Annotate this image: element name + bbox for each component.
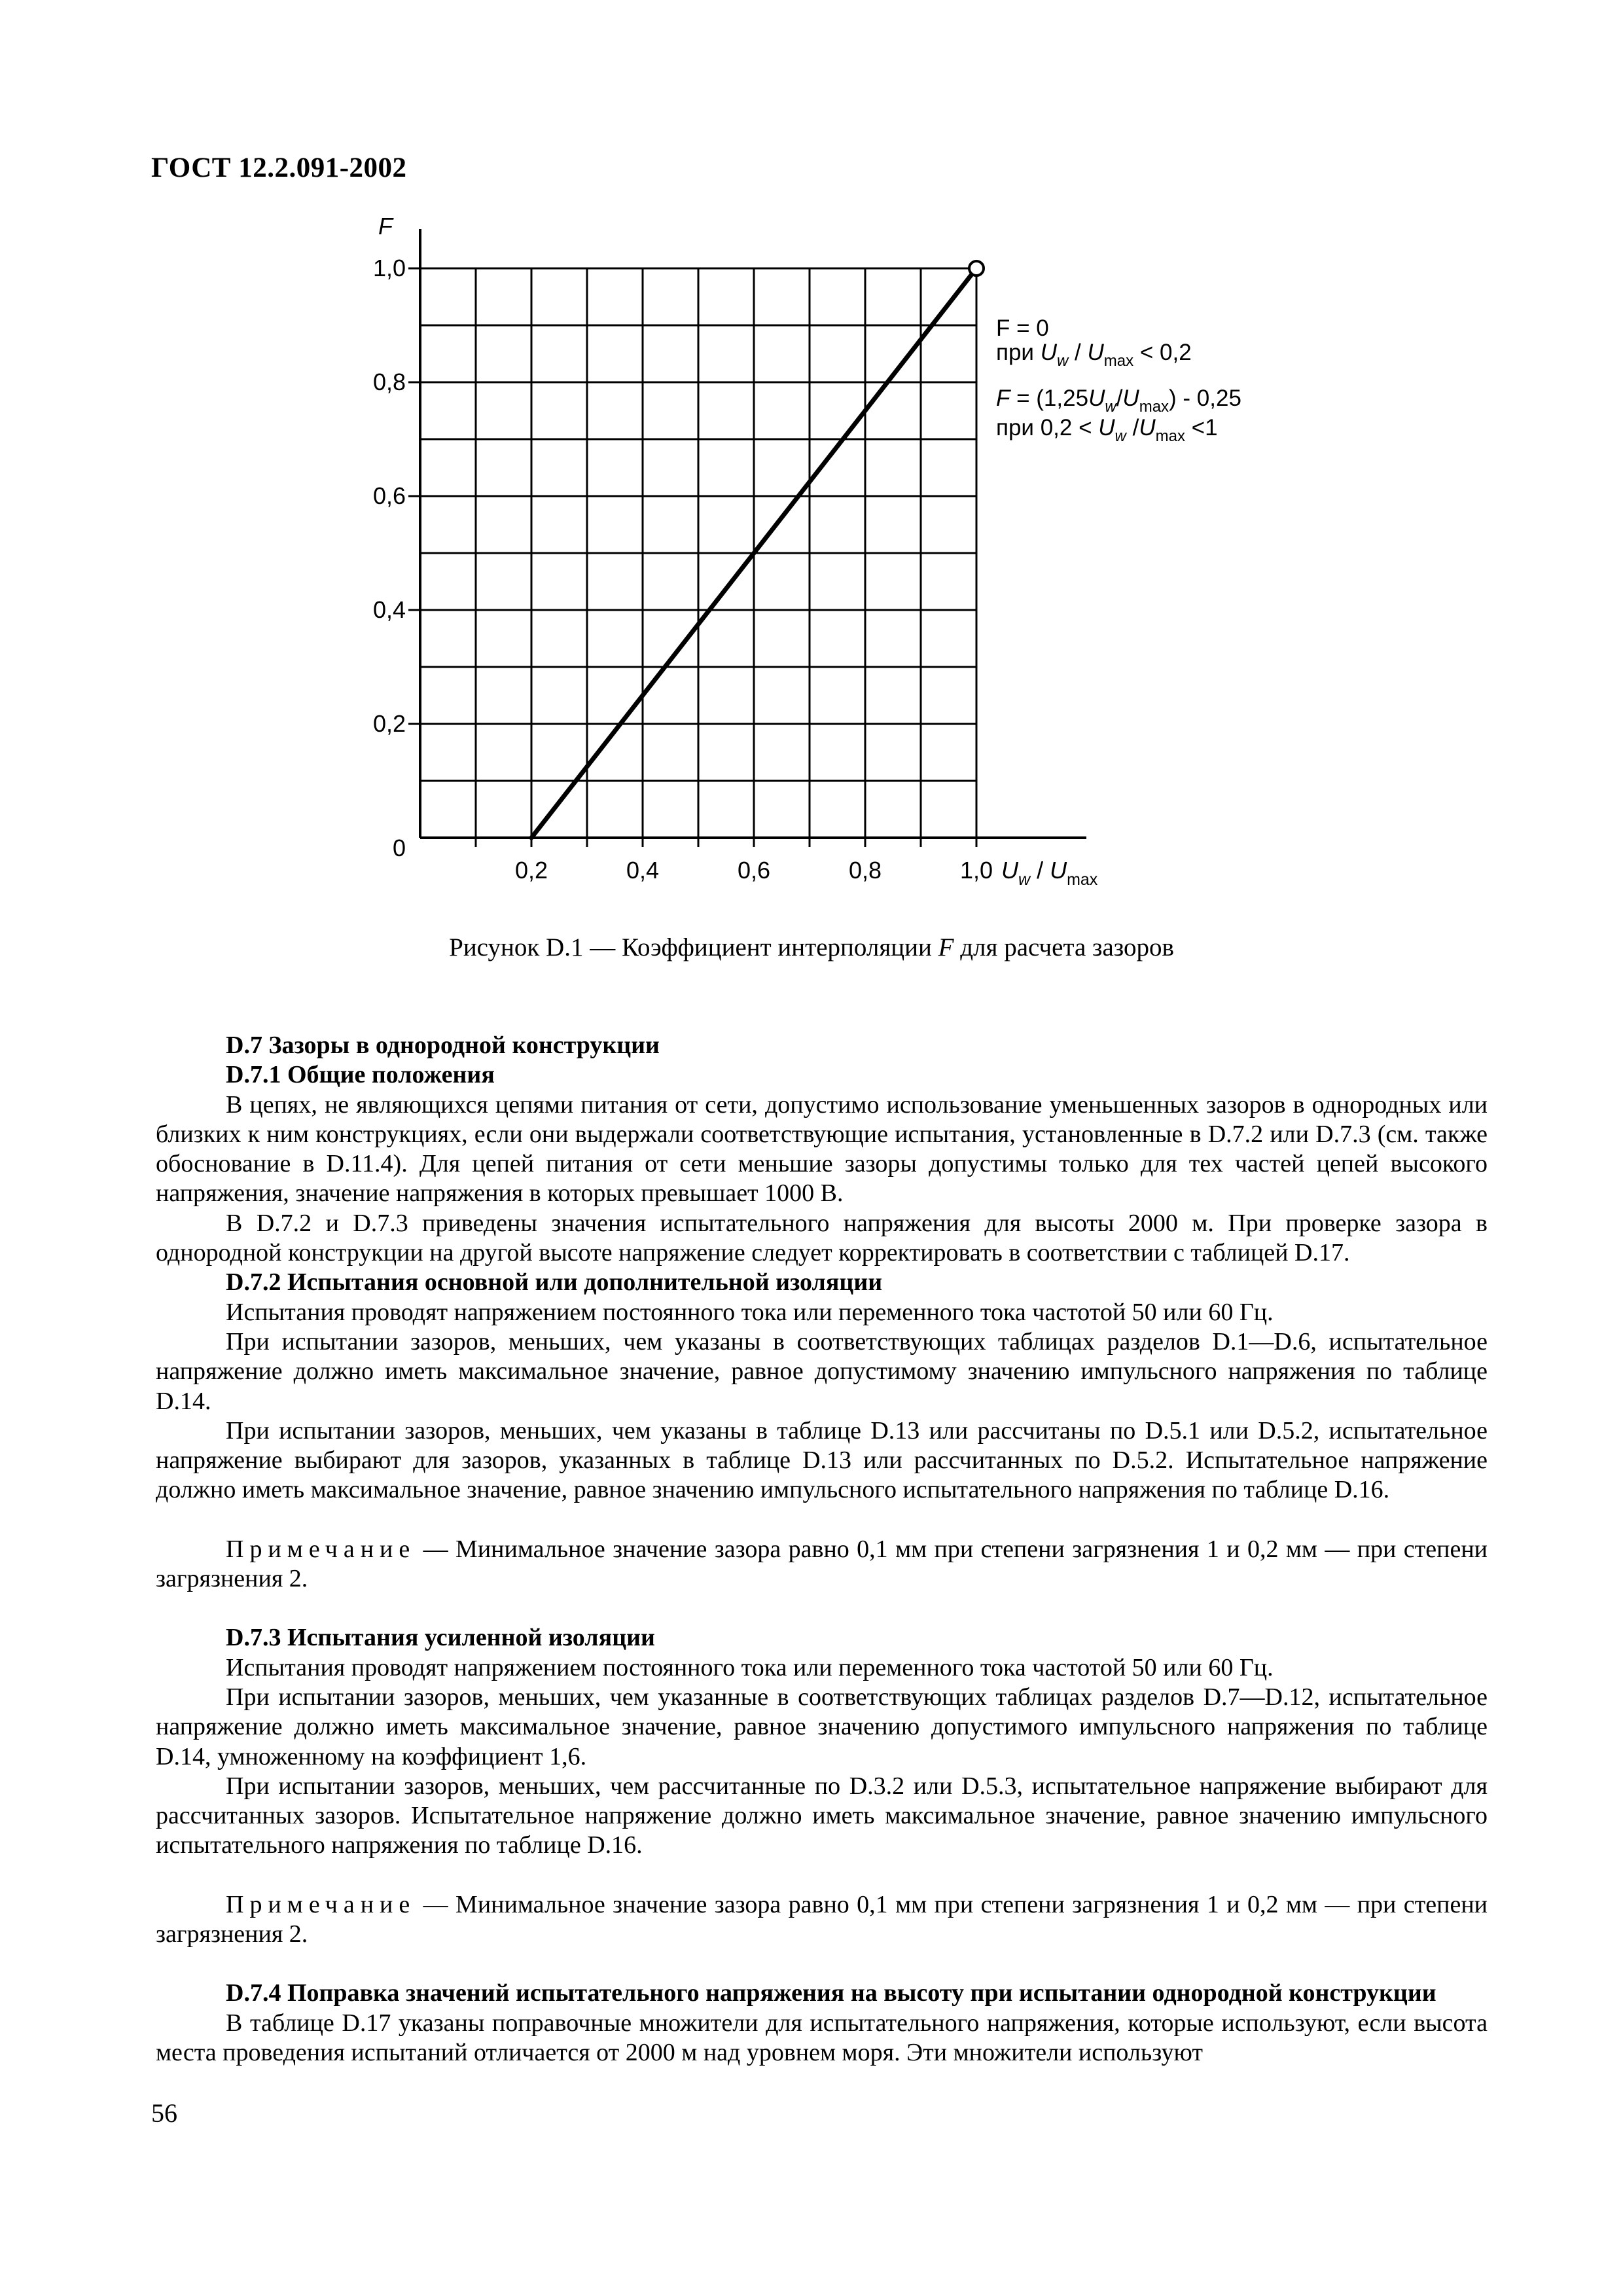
paragraph: В таблице D.17 указаны поправочные множители для испытательного напряжения, которые используют, если высота места проведения испытаний отличается от 2000 м над уровнем моря. Эти множители используют	[156, 2009, 1488, 2066]
note-text: — Минимальное значение зазора равно 0,1 мм при степени загрязнения 1 и 0,2 мм — при степени загрязнения 2.	[156, 1890, 1488, 1948]
chart-tick-labels	[373, 255, 993, 884]
y-tick-label: 0	[392, 834, 406, 861]
formula-2-line-2: при $0,2 < U_w$ $/U_{max} <1$	[996, 415, 1218, 445]
caption-symbol: F	[938, 933, 954, 961]
note-2	[156, 1890, 1488, 1950]
chart-ticks	[408, 268, 976, 847]
paragraph: В D.7.2 и D.7.3 приведены значения испытательного напряжения для высоты 2000 м. При проверке зазора в однородной конструкции на другой высоте напряжение следует корректировать в соответствии с таблицей D.17.	[156, 1209, 1488, 1267]
caption-suffix: для расчета зазоров	[954, 933, 1174, 961]
interpolation-chart	[327, 213, 1241, 910]
section-heading-d73: D.7.3 Испытания усиленной изоляции	[226, 1624, 655, 1652]
paragraph: При испытании зазоров, меньших, чем указаны в соответствующих таблицах разделов D.1—D.6, испытательное напряжение должно иметь максимальное значение, равное допустимому значению импульсного напряжения по таблице D.14.	[156, 1327, 1488, 1415]
x-tick-label: 0,6	[737, 857, 771, 884]
series-end-marker	[969, 261, 984, 276]
note-text: — Минимальное значение зазора равно 0,1 мм при степени загрязнения 1 и 0,2 мм — при степени загрязнения 2.	[156, 1535, 1488, 1593]
x-tick-label: 1,0	[959, 857, 993, 884]
y-tick-label: 0,2	[372, 710, 406, 737]
formula-2-line-1: $F = (1,25U_w/U_{max}) - 0,25$	[996, 386, 1241, 416]
y-axis-label: F	[378, 213, 393, 240]
y-tick-label: 0,4	[372, 596, 406, 623]
section-heading-d71: D.7.1 Общие положения	[226, 1061, 495, 1089]
caption-prefix: Рисунок D.1 — Коэффициент интерполяции	[449, 933, 938, 961]
y-tick-label: 1,0	[372, 255, 406, 281]
note-label: Примечание	[226, 1890, 416, 1918]
x-tick-label: 0,4	[626, 857, 660, 884]
page-number: 56	[151, 2098, 177, 2128]
x-tick-label: 0,2	[514, 857, 548, 884]
paragraph: В цепях, не являющихся цепями питания от сети, допустимо использование уменьшенных зазоров в однородных или близких к ним конструкциях, если они выдержали соответствующие испытания, установленные в D.7.2 или D.7.3 (см. также обоснование в D.11.4). Для цепей питания от сети меньшие зазоры допустимы только для тех частей цепей высокого напряжения, значение напряжения в которых превышает 1000 В.	[156, 1090, 1488, 1208]
paragraph: При испытании зазоров, меньших, чем указанные в соответствующих таблицах разделов D.7—D.12, испытательное напряжение должно иметь максимальное значение, равное значению допустимого импульсного напряжения по таблице D.14, умноженному на коэффициент 1,6.	[156, 1683, 1488, 1770]
y-tick-label: 0,8	[372, 368, 406, 395]
section-heading-d74: D.7.4 Поправка значений испытательного напряжения на высоту при испытании однородной конструкции	[226, 1979, 1436, 2007]
paragraph: При испытании зазоров, меньших, чем рассчитанные по D.3.2 или D.5.3, испытательное напряжение выбирают для рассчитанных зазоров. Испытательное напряжение должно иметь максимальное значение, равное значению импульсного испытательного напряжения по таблице D.16.	[156, 1772, 1488, 1859]
x-tick-label: 0,8	[848, 857, 882, 884]
note-1	[156, 1535, 1488, 1594]
document-body	[156, 1031, 1488, 2068]
x-axis-label: $U_w / U_{max}$	[1001, 857, 1098, 889]
y-tick-label: 0,6	[372, 482, 406, 509]
note-label: Примечание	[226, 1535, 416, 1563]
paragraph: При испытании зазоров, меньших, чем указаны в таблице D.13 или рассчитаны по D.5.1 или D.5.2, испытательное напряжение выбирают для зазоров, указанных в таблице D.13 или рассчитанных по D.5.2. Испытательное напряжение должно иметь максимальное значение, равное значению импульсного испытательного напряжения по таблице D.16.	[156, 1416, 1488, 1504]
chart-grid	[420, 268, 976, 838]
document-header: ГОСТ 12.2.091-2002	[151, 152, 407, 183]
formula-1-line-2: при $U_w / U_{max} < 0,2$	[996, 340, 1192, 370]
formula-1-line-1: F = 0	[996, 315, 1049, 341]
paragraph: Испытания проводят напряжением постоянного тока или переменного тока частотой 50 или 60 Гц.	[226, 1653, 1274, 1681]
figure-caption	[0, 933, 1623, 962]
paragraph: Испытания проводят напряжением постоянного тока или переменного тока частотой 50 или 60 Гц.	[226, 1298, 1274, 1326]
section-heading-d7: D.7 Зазоры в однородной конструкции	[226, 1031, 660, 1059]
section-heading-d72: D.7.2 Испытания основной или дополнительной изоляции	[226, 1268, 883, 1297]
